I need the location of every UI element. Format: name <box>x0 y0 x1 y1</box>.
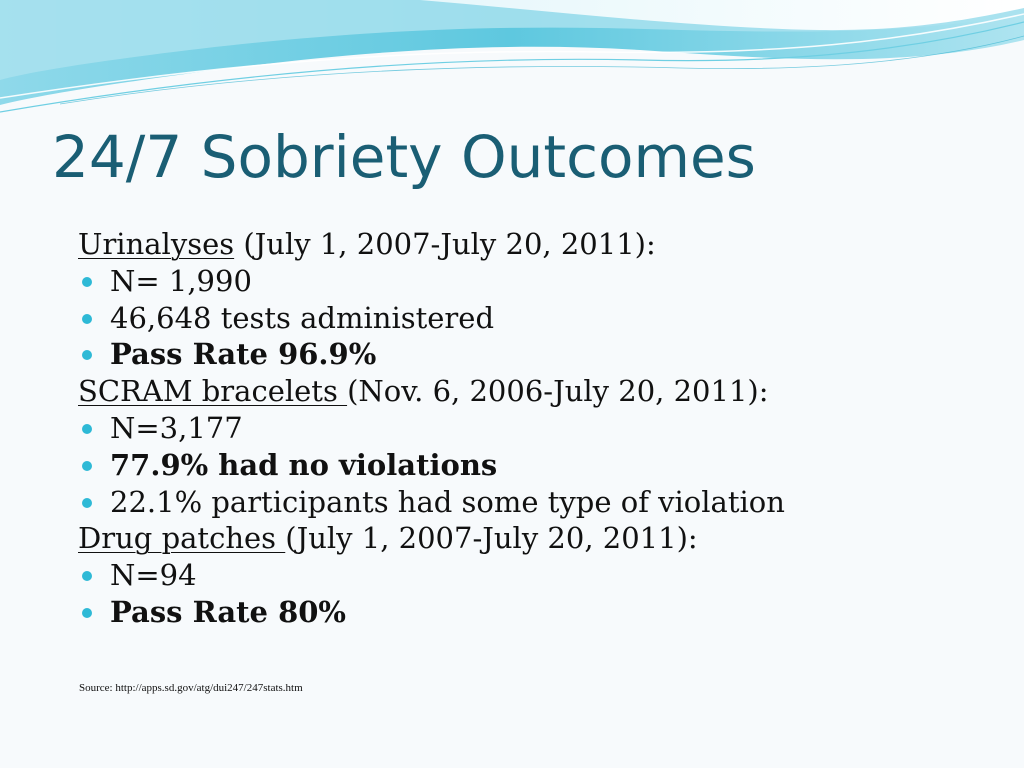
bullet-item <box>78 447 998 484</box>
bullet-text: 46,648 tests administered <box>110 300 495 335</box>
bullet-item <box>78 336 998 373</box>
bullet-dot-icon <box>82 277 92 287</box>
bullet-list-urinalyses <box>78 263 998 373</box>
bullet-text: 77.9% had no violations <box>110 447 498 482</box>
source-citation: Source: http://apps.sd.gov/atg/dui247/247stats.htm <box>79 682 303 694</box>
section-heading-underlined: Drug patches <box>78 521 286 556</box>
bullet-dot-icon <box>82 571 92 581</box>
bullet-dot-icon <box>82 314 92 324</box>
bullet-dot-icon <box>82 350 92 360</box>
bullet-item <box>78 410 998 447</box>
bullet-text: N=94 <box>110 558 197 593</box>
bullet-list-drug-patches <box>78 557 998 631</box>
bullet-text: Pass Rate 80% <box>110 594 346 629</box>
section-heading-dates: (July 1, 2007-July 20, 2011): <box>234 227 656 261</box>
bullet-text: N= 1,990 <box>110 263 252 298</box>
bullet-item <box>78 263 998 300</box>
section-heading-underlined: Urinalyses <box>78 227 235 261</box>
bullet-item <box>78 300 998 337</box>
slide-body <box>78 226 998 631</box>
wave-decoration <box>0 0 1024 130</box>
bullet-dot-icon <box>82 498 92 508</box>
section-heading-urinalyses <box>78 226 998 263</box>
bullet-text: 22.1% participants had some type of violation <box>110 484 785 519</box>
section-heading-scram <box>78 373 998 410</box>
bullet-item <box>78 594 998 631</box>
slide-title: 24/7 Sobriety Outcomes <box>52 123 756 191</box>
bullet-list-scram <box>78 410 998 520</box>
bullet-item <box>78 484 998 521</box>
section-heading-dates: (July 1, 2007-July 20, 2011): <box>285 521 698 556</box>
bullet-text: Pass Rate 96.9% <box>110 337 377 372</box>
bullet-dot-icon <box>82 608 92 618</box>
bullet-dot-icon <box>82 424 92 434</box>
section-heading-dates: (Nov. 6, 2006-July 20, 2011): <box>347 374 769 409</box>
section-heading-underlined: SCRAM bracelets <box>78 374 348 409</box>
bullet-dot-icon <box>82 461 92 471</box>
section-heading-drug-patches <box>78 520 998 557</box>
bullet-item <box>78 557 998 594</box>
bullet-text: N=3,177 <box>110 410 243 445</box>
